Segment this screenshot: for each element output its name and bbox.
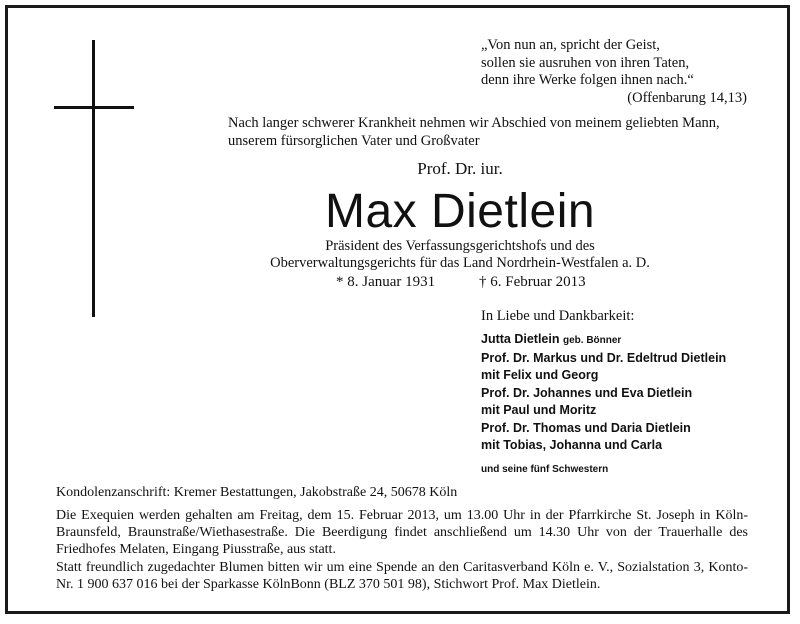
family-member: Prof. Dr. Johannes und Eva Dietlein (481, 385, 693, 400)
family-members (481, 331, 781, 455)
intro-text (228, 115, 748, 150)
quote-reference: (Offenbarung 14,13) (627, 89, 747, 106)
funeral-service-text: Die Exequien werden gehalten am Freitag, dem 15. Februar 2013, um 13.00 Uhr in der Pfarrkirche St. Joseph in Köln-Braunsfeld, Braunstraße/Wiethasestraße. Die Beerdigung findet anschließend um 14.30 Uhr von der Trauerhalle des Friedhofes Melaten, Eingang Piusstraße, aus statt. (56, 508, 748, 558)
family-member-name: Jutta Dietlein (481, 332, 560, 346)
family-member (481, 331, 781, 350)
intro-line: unserem fürsorglichen Vater und Großvater (228, 132, 480, 149)
condolence-address: Kondolenzanschrift: Kremer Bestattungen, Jakobstraße 24, 50678 Köln (56, 485, 458, 500)
quote-line: „Von nun an, spricht der Geist, (481, 37, 660, 53)
office-line: Präsident des Verfassungsgerichtshofs und des (325, 238, 595, 254)
family-member: mit Paul und Moritz (481, 403, 597, 417)
family-member-maiden-name: geb. Bönner (562, 335, 622, 346)
quote-line: sollen sie ausruhen von ihren Taten, (481, 54, 690, 71)
siblings-note: und seine fünf Schwestern (481, 463, 609, 475)
bible-quote (481, 37, 747, 107)
intro-line: Nach langer schwerer Krankheit nehmen wir Abschied von meinem geliebten Mann, (228, 115, 720, 131)
academic-title: Prof. Dr. iur. (417, 159, 503, 178)
office-description (120, 238, 800, 272)
family-member: Prof. Dr. Markus und Dr. Edeltrud Dietlein (481, 350, 727, 365)
family-member: mit Felix und Georg (481, 368, 599, 382)
quote-line: denn ihre Werke folgen ihnen nach.“ (481, 72, 694, 88)
family-member: mit Tobias, Johanna und Carla (481, 438, 663, 452)
family-lead: In Liebe und Dankbarkeit: (481, 308, 635, 324)
office-line: Oberverwaltungsgerichts für das Land Nordrhein-Westfalen a. D. (270, 255, 650, 271)
family-member: Prof. Dr. Thomas und Daria Dietlein (481, 420, 691, 435)
cross-horizontal-bar (54, 106, 134, 109)
death-date: † 6. Februar 2013 (479, 274, 586, 290)
funeral-details (56, 507, 748, 593)
deceased-name: Max Dietlein (324, 185, 596, 238)
family-signatures (481, 308, 781, 475)
donation-request-text: Statt freundlich zugedachter Blumen bitten wir um eine Spende an den Caritasverband Köln e. V., Sozialstation 3, Konto-Nr. 1 900 637 016 bei der Sparkasse KölnBonn (BLZ 370 501 98), Stichwort Prof. Max Dietlein. (56, 559, 748, 592)
birth-date: * 8. Januar 1931 (336, 274, 436, 290)
